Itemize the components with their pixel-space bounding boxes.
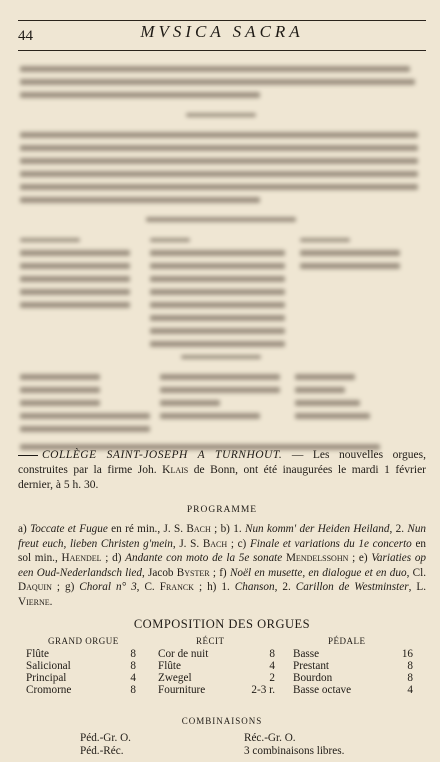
program-run: Bach (186, 523, 211, 535)
stop-footage: 8 (130, 660, 136, 672)
program-run: . (49, 595, 53, 608)
program-run: en ré min., J. S. (107, 523, 187, 535)
stop-name: Cromorne (26, 684, 72, 696)
program-run: Vierne (18, 595, 50, 608)
program-run: Choral n° 3 (79, 581, 137, 593)
program-run: ; e) (348, 552, 372, 564)
program-run: ; g) (51, 581, 80, 593)
lead-text-2: de Bonn, ont été inaugurées le mardi 1 février dernier, à 5 h. 30. (18, 464, 426, 491)
page-header (18, 14, 426, 54)
program-run: Nun komm' der Heiden Heiland (245, 523, 390, 535)
program-run: Variaties op een Oud-Nederlandsch lied (18, 552, 427, 579)
program-run: Nun freut euch, lieben Christen g'mein (18, 523, 427, 550)
composition-title: COMPOSITION DES ORGUES (133, 617, 311, 631)
program-run: Finale et variations du 1e concerto (249, 537, 412, 550)
program-run: Andante con moto de la 5e sonate (125, 552, 283, 564)
stop-name: Bourdon (293, 672, 333, 684)
program-run: , Cl. (406, 566, 426, 579)
header-rule-bottom (18, 50, 426, 51)
combination-item: 3 combinaisons libres. (244, 745, 345, 757)
column-headings (18, 634, 426, 648)
header-rule-top (18, 20, 426, 21)
program-run: en sol min., (18, 537, 426, 564)
combinations-list (18, 732, 426, 762)
program-run: Haendel (61, 552, 102, 564)
combination-item: Péd.-Réc. (80, 745, 124, 757)
stop-footage: 4 (269, 660, 275, 672)
program-run: a) (18, 523, 31, 535)
program-run: , C. (136, 581, 160, 593)
stop-footage: 8 (407, 660, 413, 672)
lead-title: COLLÈGE SAINT-JOSEPH A TURNHOUT. (42, 449, 283, 461)
program-run: Noël en musette, en dialogue et en duo (229, 566, 407, 579)
article-turnhout (18, 448, 426, 762)
program-run: Toccate et Fugue (30, 523, 108, 535)
program-paragraph (18, 522, 426, 609)
program-run: Daquin (18, 581, 52, 593)
stop-name: Flûte (158, 660, 181, 672)
stop-name: Salicional (26, 660, 71, 672)
program-title: PROGRAMME (186, 505, 258, 515)
stop-name: Fourniture (158, 684, 206, 696)
program-run: , 2. (274, 581, 296, 593)
stop-name: Prestant (293, 660, 330, 672)
combination-item: Péd.-Gr. O. (80, 732, 131, 744)
program-run: Franck (159, 581, 194, 593)
stops-table (18, 648, 426, 708)
em-dash-rule (18, 455, 38, 456)
combination-item: Réc.-Gr. O. (244, 732, 296, 744)
program-run: , Jacob (141, 566, 177, 579)
stop-name: Basse octave (293, 684, 352, 696)
heading-pedale: PÉDALE (328, 636, 366, 646)
program-run: Bach (202, 537, 228, 550)
stop-name: Basse (293, 648, 320, 660)
heading-recit: RÉCIT (196, 636, 225, 646)
program-run: , J. S. (172, 537, 203, 550)
stop-footage: 8 (130, 648, 136, 660)
program-run: Carillon de Westminster (295, 581, 409, 593)
program-run: , 2. (389, 523, 408, 535)
stop-footage: 2 (269, 672, 275, 684)
program-run: ; h) 1. (193, 581, 235, 593)
stop-name: Flûte (26, 648, 49, 660)
program-run: Mendelssohn (285, 552, 349, 564)
program-run: ; f) (209, 566, 230, 579)
stop-footage: 8 (269, 648, 275, 660)
program-run: Chanson (234, 581, 275, 593)
stop-footage: 8 (407, 672, 413, 684)
stop-footage: 16 (401, 648, 413, 660)
stop-footage: 4 (407, 684, 413, 696)
program-run: ; d) (101, 552, 126, 564)
blurred-text-region (20, 62, 422, 442)
program-run: ; c) (227, 537, 250, 550)
running-title: MVSICA SACRA (140, 22, 304, 41)
stop-footage: 8 (130, 684, 136, 696)
combinations-title: COMBINAISONS (181, 716, 263, 726)
lead-builder: Klais (162, 464, 189, 476)
stop-name: Cor de nuit (158, 648, 209, 660)
stop-name: Principal (26, 672, 67, 684)
stop-name: Zwegel (158, 672, 192, 684)
stop-footage: 4 (130, 672, 136, 684)
program-run: ; b) 1. (210, 523, 245, 535)
page-number: 44 (18, 28, 33, 44)
program-run: Byster (176, 566, 210, 579)
program-run: , L. (408, 581, 426, 593)
heading-grand-orgue: GRAND ORGUE (48, 636, 119, 646)
lead-paragraph (18, 448, 426, 493)
stop-footage: 2-3 r. (251, 684, 275, 696)
lead-text-1: — Les nouvelles orgues, construites par la firme Joh. (18, 449, 426, 476)
